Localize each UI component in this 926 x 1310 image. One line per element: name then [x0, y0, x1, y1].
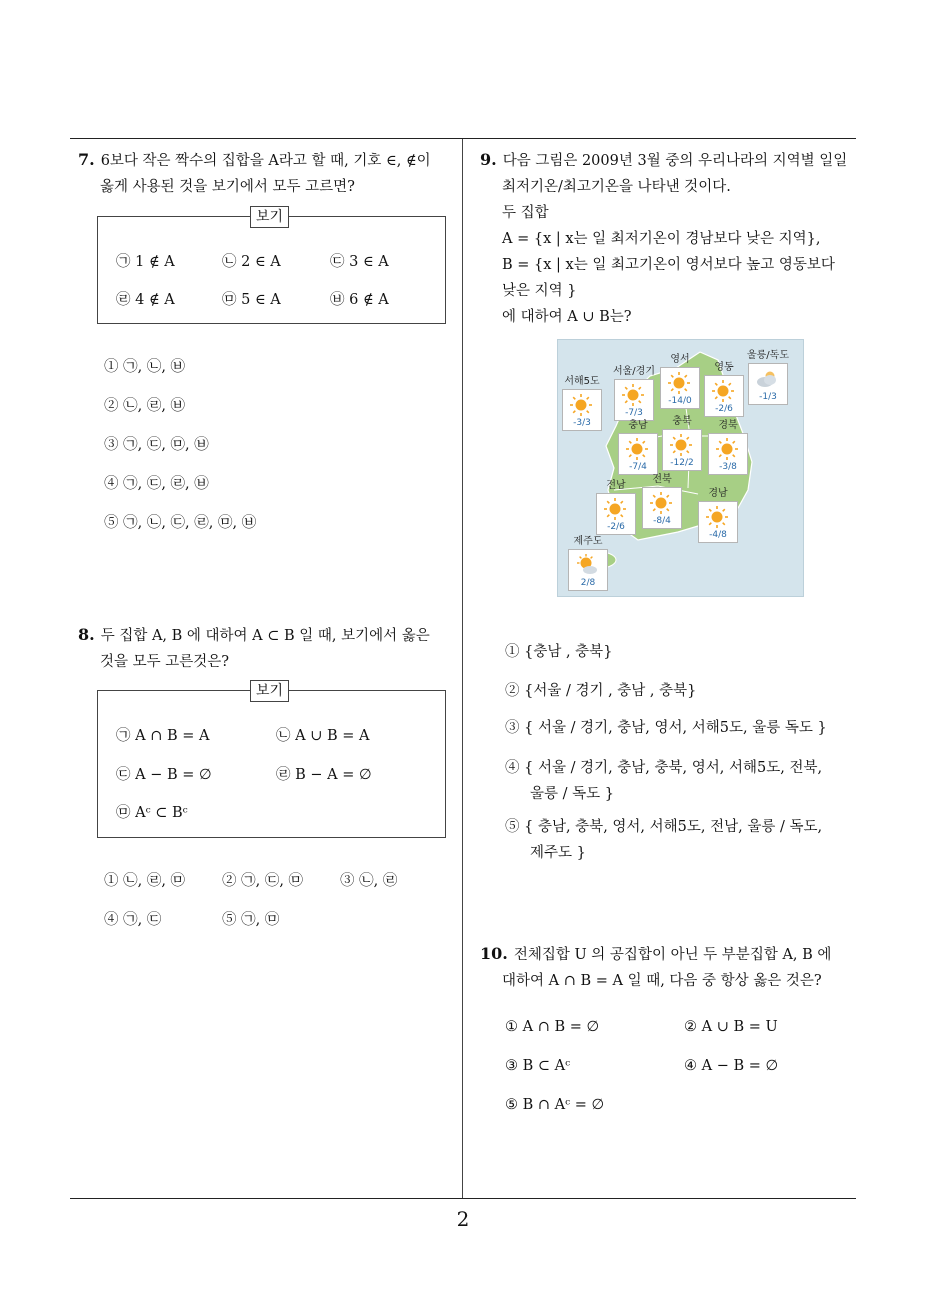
region-temperature: -7/4: [629, 462, 647, 472]
question-text-line: 다음 그림은 2009년 3월 중의 우리나라의 지역별 일일: [502, 153, 848, 169]
question-text-line: 것을 모두 고른것은?: [100, 654, 230, 670]
question-9: [480, 147, 847, 330]
region-temperature: -1/3: [759, 392, 777, 402]
question-text-line: 두 집합: [502, 205, 549, 221]
bogi-item: ㉤ 5 ∈ A: [222, 292, 281, 308]
answer-choice-2[interactable]: ② {서울 / 경기 , 충남 , 충북}: [505, 683, 697, 699]
question-text-line: A = {x | x는 일 최저기온이 경남보다 낮은 지역},: [502, 231, 821, 247]
question-7: [78, 147, 431, 200]
answer-choice-3[interactable]: ③ B ⊂ Aᶜ: [505, 1058, 571, 1074]
region-name: 충북: [672, 416, 692, 427]
region-jejudo: [568, 536, 608, 591]
sun-icon: [669, 433, 693, 457]
question-text-line: 낮은 지역 }: [502, 283, 577, 299]
region-temperature: 2/8: [580, 578, 596, 588]
question-number: 9.: [480, 150, 497, 169]
question-text-line: 6보다 작은 짝수의 집합을 A라고 할 때, 기호 ∈, ∉이: [100, 153, 431, 169]
region-temperature: -12/2: [670, 458, 694, 468]
region-name: 전남: [606, 480, 626, 491]
answer-choice-4-cont: 울릉 / 독도 }: [530, 786, 614, 802]
question-number: 10.: [480, 944, 508, 963]
region-name: 제주도: [573, 536, 603, 547]
answer-choice-3[interactable]: ③ { 서울 / 경기, 충남, 영서, 서해5도, 울릉 독도 }: [505, 720, 827, 736]
question-text-line: 대하여 A ∩ B = A 일 때, 다음 중 항상 옳은 것은?: [502, 973, 822, 989]
bogi-item: ㉡ 2 ∈ A: [222, 254, 281, 270]
bogi-item: ㉢ A − B = ∅: [116, 767, 212, 783]
bogi-item: ㉤ Aᶜ ⊂ Bᶜ: [116, 805, 188, 821]
column-divider: [462, 139, 463, 1199]
region-jeonbuk: [642, 474, 682, 529]
bogi-item: ㉠ A ∩ B = A: [116, 728, 210, 744]
answer-choice-2[interactable]: ② ㉠, ㉢, ㉤: [222, 873, 304, 889]
bogi-item: ㉠ 1 ∉ A: [116, 254, 175, 270]
bogi-box: [97, 683, 446, 838]
region-name: 영동: [714, 362, 734, 373]
cloud-icon: [755, 367, 779, 391]
region-temperature: -2/6: [607, 522, 625, 532]
sun-cloud-icon: [575, 553, 599, 577]
region-name: 경남: [708, 488, 728, 499]
bogi-label: 보기: [250, 206, 289, 228]
region-name: 영서: [670, 354, 690, 365]
bottom-rule: [70, 1198, 856, 1199]
question-text-line: 전체집합 U 의 공집합이 아닌 두 부분집합 A, B 에: [513, 947, 832, 963]
top-rule: [70, 138, 856, 139]
region-temperature: -3/3: [573, 418, 591, 428]
region-seoul-gyeonggi: [614, 366, 654, 421]
region-name: 전북: [652, 474, 672, 485]
page-number: 2: [456, 1207, 470, 1231]
bogi-label: 보기: [250, 680, 289, 702]
region-temperature: -14/0: [668, 396, 692, 406]
question-10: [480, 941, 831, 994]
region-chungnam: [618, 420, 658, 475]
bogi-item: ㉣ B − A = ∅: [276, 767, 372, 783]
region-temperature: -4/8: [709, 530, 727, 540]
region-temperature: -7/3: [625, 408, 643, 418]
region-chungbuk: [662, 416, 702, 471]
region-name: 서울/경기: [612, 366, 655, 377]
answer-choice-5[interactable]: ⑤ ㉠, ㉤: [222, 912, 280, 928]
sun-icon: [667, 371, 691, 395]
region-temperature: -8/4: [653, 516, 671, 526]
answer-choice-5-cont: 제주도 }: [530, 845, 586, 861]
question-number: 8.: [78, 625, 95, 644]
question-text-line: 옳게 사용된 것을 보기에서 모두 고르면?: [100, 179, 355, 195]
answer-choice-4[interactable]: ④ { 서울 / 경기, 충남, 충북, 영서, 서해5도, 전북,: [505, 760, 823, 776]
answer-choice-4[interactable]: ④ A − B = ∅: [684, 1058, 779, 1074]
region-jeonnam: [596, 480, 636, 535]
answer-choice-5[interactable]: ⑤ { 충남, 충북, 영서, 서해5도, 전남, 울릉 / 독도,: [505, 819, 823, 835]
region-seohae5do: [562, 376, 602, 431]
region-temperature: -2/6: [715, 404, 733, 414]
answer-choice-5[interactable]: ⑤ ㉠, ㉡, ㉢, ㉣, ㉤, ㉥: [104, 515, 257, 531]
region-gyeongbuk: [708, 420, 748, 475]
bogi-item: ㉢ 3 ∈ A: [330, 254, 389, 270]
sun-icon: [705, 505, 729, 529]
sun-icon: [649, 491, 673, 515]
question-text-line: 두 집합 A, B 에 대하여 A ⊂ B 일 때, 보기에서 옳은: [100, 628, 430, 644]
sun-icon: [621, 383, 645, 407]
answer-choice-1[interactable]: ① ㉠, ㉡, ㉥: [104, 359, 186, 375]
question-text-line: B = {x | x는 일 최고기온이 영서보다 높고 영동보다: [502, 257, 835, 273]
region-yeongdong: [704, 362, 744, 417]
answer-choice-5[interactable]: ⑤ B ∩ Aᶜ = ∅: [505, 1097, 605, 1113]
question-number: 7.: [78, 150, 95, 169]
bogi-item: ㉡ A ∪ B = A: [276, 728, 370, 744]
answer-choice-3[interactable]: ③ ㉡, ㉣: [340, 873, 398, 889]
question-8: [78, 622, 430, 675]
weather-map: [557, 339, 804, 597]
sun-icon: [569, 393, 593, 417]
region-ulleung-dokdo: [748, 350, 788, 405]
bogi-box: [97, 209, 446, 324]
region-name: 울릉/독도: [746, 350, 789, 361]
bogi-item: ㉥ 6 ∉ A: [330, 292, 389, 308]
region-name: 경북: [718, 420, 738, 431]
region-name: 서해5도: [564, 376, 600, 387]
answer-choice-4[interactable]: ④ ㉠, ㉢, ㉣, ㉥: [104, 476, 209, 492]
answer-choice-4[interactable]: ④ ㉠, ㉢: [104, 912, 162, 928]
answer-choice-2[interactable]: ② A ∪ B = U: [684, 1019, 778, 1035]
answer-choice-1[interactable]: ① {충남 , 충북}: [505, 644, 613, 660]
region-gyeongnam: [698, 488, 738, 543]
answer-choice-1[interactable]: ① A ∩ B = ∅: [505, 1019, 600, 1035]
region-temperature: -3/8: [719, 462, 737, 472]
bogi-item: ㉣ 4 ∉ A: [116, 292, 175, 308]
region-name: 충남: [628, 420, 648, 431]
answer-choice-2[interactable]: ② ㉡, ㉣, ㉥: [104, 398, 186, 414]
sun-icon: [715, 437, 739, 461]
sun-icon: [711, 379, 735, 403]
question-text-line: 에 대하여 A ∪ B는?: [502, 309, 632, 325]
sun-icon: [625, 437, 649, 461]
sun-icon: [603, 497, 627, 521]
answer-choice-1[interactable]: ① ㉡, ㉣, ㉤: [104, 873, 186, 889]
answer-choice-3[interactable]: ③ ㉠, ㉢, ㉤, ㉥: [104, 437, 209, 453]
question-text-line: 최저기온/최고기온을 나타낸 것이다.: [502, 179, 731, 195]
